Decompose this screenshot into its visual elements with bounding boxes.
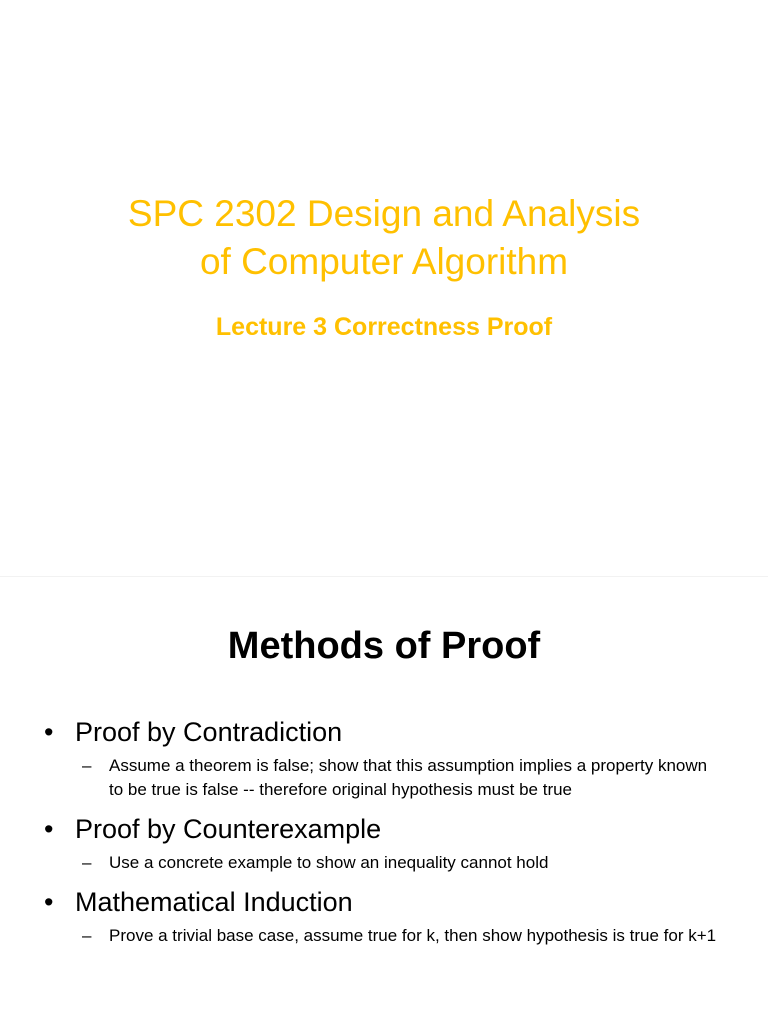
slide-heading: Methods of Proof <box>227 625 541 667</box>
sub-item-text: Prove a trivial base case, assume true for k, then show hypothesis is true for k+1 <box>109 926 717 945</box>
bullet-label: Mathematical Induction <box>75 887 353 917</box>
sub-item-text: Assume a theorem is false; show that this assumption implies a property known to be true is false -- therefore original hypothesis must be true <box>109 756 708 799</box>
deck-subtitle: Lecture 3 Correctness Proof <box>215 313 553 341</box>
sub-item-text: Use a concrete example to show an inequality cannot hold <box>109 853 549 872</box>
sub-list <box>75 754 734 802</box>
bullet-label: Proof by Counterexample <box>75 814 382 844</box>
sub-item <box>75 754 734 802</box>
bullet-item-induction <box>44 883 734 948</box>
dash-marker: – <box>82 756 92 775</box>
bullet-list <box>44 713 734 948</box>
deck-title-line-2: of Computer Algorithm <box>199 241 569 282</box>
dash-marker: – <box>82 926 92 945</box>
bullet-item-counterexample <box>44 810 734 875</box>
sub-item <box>75 851 734 875</box>
content-slide <box>0 576 768 1024</box>
bullet-marker: • <box>44 717 54 747</box>
dash-marker: – <box>82 853 92 872</box>
bullet-marker: • <box>44 814 54 844</box>
bullet-item-contradiction <box>44 713 734 802</box>
bullet-label: Proof by Contradiction <box>75 717 343 747</box>
sub-list <box>75 924 734 948</box>
sub-list <box>75 851 734 875</box>
bullet-marker: • <box>44 887 54 917</box>
deck-title <box>0 190 768 286</box>
sub-item <box>75 924 734 948</box>
deck-title-line-1: SPC 2302 Design and Analysis <box>127 193 641 234</box>
